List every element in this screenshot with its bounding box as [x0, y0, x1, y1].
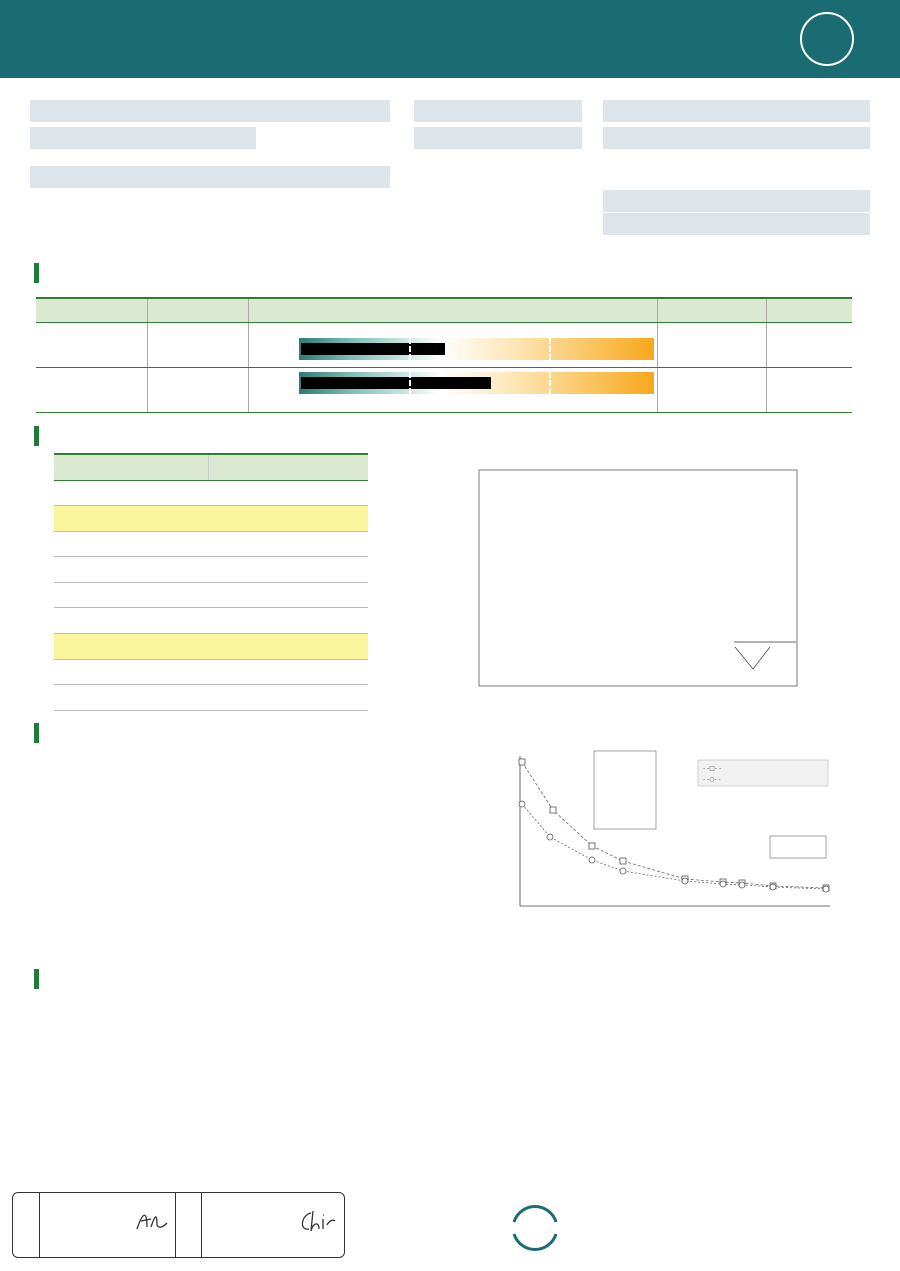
- hospital-code-row: [30, 127, 256, 149]
- chart-plot-area: [479, 470, 797, 686]
- shear-section-title: [34, 425, 44, 447]
- divider: [201, 1193, 202, 1257]
- table-row: [36, 322, 852, 367]
- sml-footer-logo-icon: [508, 1200, 562, 1256]
- patient-value-cell: [208, 685, 368, 711]
- item-cell: [36, 322, 147, 367]
- flag-cell: [147, 367, 248, 412]
- header-result: [248, 298, 657, 322]
- specimen-row: [414, 189, 594, 211]
- patient-value-cell: [208, 531, 368, 557]
- section-marker: [34, 426, 39, 446]
- table-row: [54, 480, 368, 506]
- sex-age-row: [414, 166, 594, 188]
- divider: [39, 1193, 40, 1257]
- table-row: [54, 582, 368, 608]
- flag-cell: [147, 322, 248, 367]
- patient-value-cell: [208, 557, 368, 583]
- ref-high-marker: [549, 372, 551, 394]
- patient-value-cell: [208, 608, 368, 634]
- header-item: [36, 298, 147, 322]
- uid-row: [30, 212, 330, 234]
- unit-cell: [766, 367, 852, 412]
- remarks-section-title: [34, 968, 44, 990]
- unit-cell: [766, 322, 852, 367]
- ward-row: [414, 100, 582, 122]
- signature-box: [12, 1192, 345, 1258]
- table-row: [54, 685, 368, 711]
- patient-row: [30, 166, 390, 188]
- fig-legend-marker-2: - -○- -: [703, 776, 721, 783]
- table-row: [36, 367, 852, 412]
- viscosity-chart: [448, 462, 808, 710]
- results-table: [36, 297, 852, 413]
- header-patient-value: [208, 454, 368, 480]
- fig-rbc-box: [770, 836, 826, 858]
- shear-rate-cell: [54, 506, 208, 532]
- header-rate: [54, 454, 208, 480]
- ref-low-marker: [409, 372, 411, 394]
- request-row: [603, 190, 870, 212]
- results-section-title: [34, 262, 44, 284]
- clinical-row: [603, 127, 870, 149]
- result-gauge: [299, 372, 654, 394]
- results-header-row: [36, 298, 852, 322]
- header-ref: [657, 298, 766, 322]
- report-row: [603, 213, 870, 235]
- sml-logo: [800, 12, 854, 66]
- result-gauge-cell: [248, 322, 657, 367]
- section-marker: [34, 723, 39, 743]
- result-gauge-cell: [248, 367, 657, 412]
- receipt-row: [603, 166, 870, 188]
- patient-value-cell: [208, 582, 368, 608]
- dept-row: [414, 127, 582, 149]
- section-marker: [34, 263, 39, 283]
- patient-value-cell: [208, 506, 368, 532]
- table-row: [54, 531, 368, 557]
- shear-header-row: [54, 454, 368, 480]
- header-unit: [766, 298, 852, 322]
- patient-value-cell: [208, 480, 368, 506]
- examiner-signature-icon: [133, 1207, 169, 1237]
- shear-rate-cell: [54, 557, 208, 583]
- fig-legend-marker-1: - -□- -: [703, 765, 722, 772]
- opinion-section-title: [34, 722, 44, 744]
- shear-rate-cell: [54, 608, 208, 634]
- shear-rate-cell: [54, 480, 208, 506]
- shear-rate-cell: [54, 685, 208, 711]
- shear-body: [54, 480, 368, 710]
- table-row: [54, 634, 368, 660]
- table-row: [54, 506, 368, 532]
- chart-no-row: [30, 190, 330, 212]
- report-header: [0, 0, 900, 78]
- table-row: [54, 557, 368, 583]
- doctor-row: [603, 100, 870, 122]
- fig-factor-box: [594, 751, 656, 829]
- institution-row: [30, 100, 390, 122]
- table-row: [54, 608, 368, 634]
- ref-high-marker: [549, 338, 551, 360]
- divider: [175, 1193, 176, 1257]
- reference-figure: [490, 748, 856, 963]
- table-row: [54, 659, 368, 685]
- shear-rate-cell: [54, 634, 208, 660]
- shear-rate-cell: [54, 531, 208, 557]
- section-marker: [34, 969, 39, 989]
- result-gauge: [299, 338, 654, 360]
- header-flag: [147, 298, 248, 322]
- ref-cell: [657, 367, 766, 412]
- result-gauge-fill: [301, 377, 491, 389]
- item-cell: [36, 367, 147, 412]
- shear-rate-cell: [54, 582, 208, 608]
- ref-low-marker: [409, 338, 411, 360]
- shear-table: [54, 453, 368, 711]
- patient-value-cell: [208, 634, 368, 660]
- specialist-signature-icon: [297, 1207, 337, 1237]
- result-gauge-fill: [301, 343, 445, 355]
- patient-value-cell: [208, 659, 368, 685]
- shear-rate-cell: [54, 659, 208, 685]
- ref-cell: [657, 322, 766, 367]
